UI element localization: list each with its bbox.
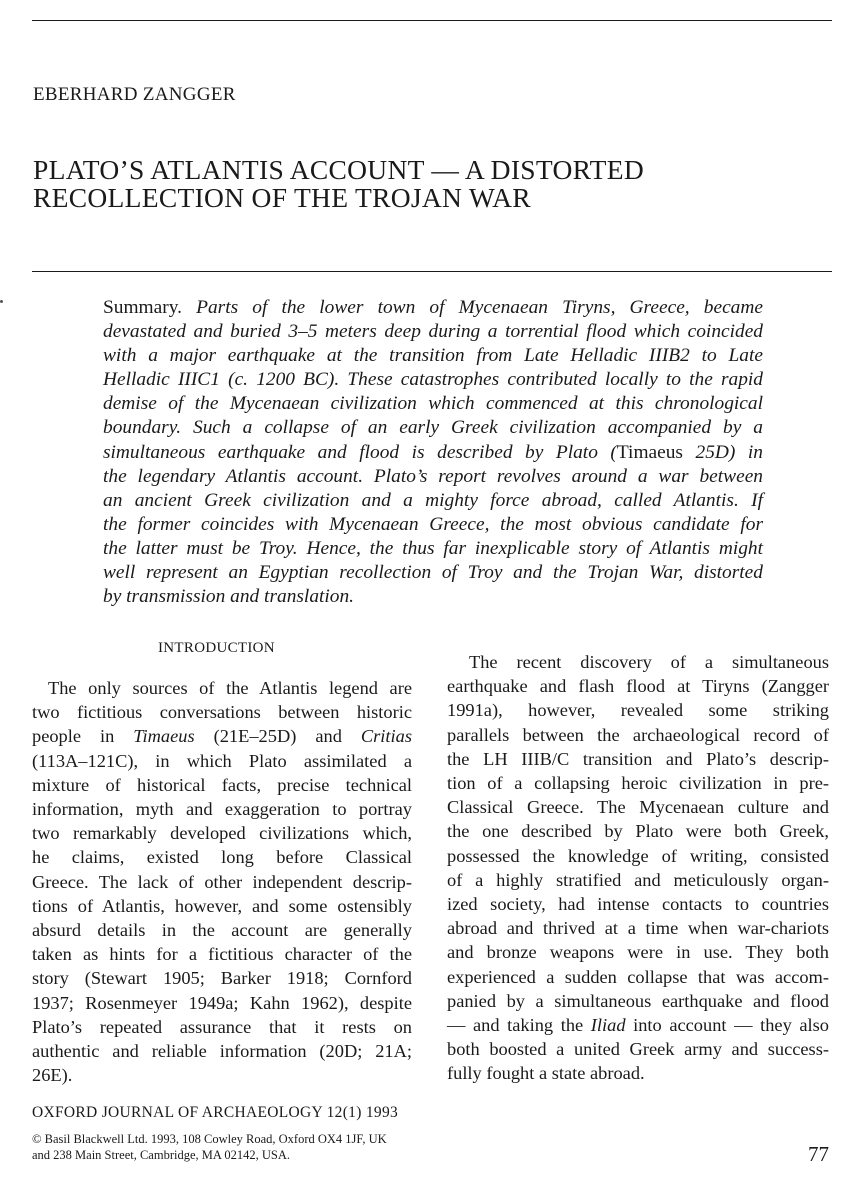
- title-rule: [32, 271, 832, 272]
- summary-line: simultaneous earthquake and flood is described by Plato (Timaeus 25D) in: [103, 441, 763, 463]
- paragraph-line: possessed the knowledge of writing, consisted: [447, 845, 829, 866]
- paragraph-line: panied by a simultaneous earthquake and flood: [447, 990, 829, 1011]
- paragraph-line: experienced a sudden collapse that was accom-: [447, 966, 829, 987]
- paragraph-line: tions of Atlantis, however, and some ostensibly: [32, 895, 412, 916]
- author-name: EBERHARD ZANGGER: [33, 84, 236, 105]
- summary-line: the former coincides with Mycenaean Greece, the most obvious candidate for: [103, 513, 763, 535]
- paragraph-line: Plato’s repeated assurance that it rests on: [32, 1016, 412, 1037]
- summary-line: Helladic IIIC1 (c. 1200 BC). These catastrophes contributed locally to the rapid: [103, 369, 763, 391]
- paragraph-line: both boosted a united Greek army and success-: [447, 1039, 829, 1060]
- summary-line: the latter must be Troy. Hence, the thus far inexplicable story of Atlantis might: [103, 537, 763, 559]
- paragraph-line: 1937; Rosenmeyer 1949a; Kahn 1962), despite: [32, 992, 412, 1013]
- paragraph-line: authentic and reliable information (20D; 21A;: [32, 1041, 412, 1062]
- page-number: 77: [808, 1142, 829, 1166]
- section-heading-introduction: INTRODUCTION: [158, 640, 275, 656]
- paragraph-line: 26E).: [32, 1065, 73, 1086]
- paragraph-line: people in Timaeus (21E–25D) and Critias: [32, 726, 412, 747]
- paragraph-line: The only sources of the Atlantis legend are: [48, 678, 412, 698]
- paragraph-line: the one described by Plato were both Greek,: [447, 821, 829, 842]
- title-line: RECOLLECTION OF THE TROJAN WAR: [33, 182, 531, 213]
- summary-text: Parts of the lower town of Mycenaean Tiryns, Greece, became: [196, 297, 763, 318]
- paragraph-line: tion of a collapsing heroic civilization in pre-: [447, 773, 829, 794]
- summary-label: Summary.: [103, 297, 182, 318]
- article-title: [33, 156, 644, 212]
- paragraph-line: the LH IIIB/C transition and Plato’s descrip-: [447, 748, 829, 769]
- left-column: [32, 676, 412, 1087]
- summary-line: devastated and buried 3–5 meters deep during a torrential flood which coincided: [103, 321, 763, 343]
- summary-line: [103, 296, 763, 320]
- title-line: PLATO’S ATLANTIS ACCOUNT — A DISTORTED: [33, 154, 645, 185]
- paragraph-line: parallels between the archaeological record of: [447, 724, 829, 745]
- summary-line: by transmission and translation.: [103, 586, 355, 608]
- paragraph-line: (113A–121C), in which Plato assimilated a: [32, 750, 412, 771]
- paragraph-line: fully fought a state abroad.: [447, 1063, 645, 1084]
- paragraph-line: story (Stewart 1905; Barker 1918; Cornford: [32, 968, 412, 989]
- paragraph-line: Greece. The lack of other independent descrip-: [32, 871, 412, 892]
- paragraph-line: Classical Greece. The Mycenaean culture and: [447, 797, 829, 818]
- summary-line: an ancient Greek civilization and a mighty force abroad, called Atlantis. If: [103, 489, 763, 511]
- paragraph-line: of a highly stratified and meticulously organ-: [447, 869, 829, 890]
- summary-line: demise of the Mycenaean civilization which commenced at this chronological: [103, 393, 763, 415]
- margin-mark: [0, 300, 3, 303]
- paragraph-line: 1991a), however, revealed some striking: [447, 700, 829, 721]
- paragraph-line: — and taking the Iliad into account — they also: [447, 1015, 829, 1036]
- summary-line: well represent an Egyptian recollection of Troy and the Trojan War, distorted: [103, 562, 763, 584]
- top-rule: [32, 20, 832, 21]
- paragraph-line: mixture of historical facts, precise technical: [32, 774, 412, 795]
- paragraph-line: and bronze weapons were in use. They both: [447, 942, 829, 963]
- copyright-notice: [32, 1131, 387, 1163]
- paragraph-line: taken as hints for a fictitious character of the: [32, 944, 412, 965]
- paragraph-line: ized society, had intense contacts to countries: [447, 894, 829, 915]
- summary-line: with a major earthquake at the transition from Late Helladic IIIB2 to Late: [103, 345, 763, 367]
- summary-line: boundary. Such a collapse of an early Greek civilization accompanied by a: [103, 417, 763, 439]
- paragraph-line: absurd details in the account are generally: [32, 920, 412, 941]
- paragraph-line: information, myth and exaggeration to portray: [32, 799, 412, 820]
- paragraph-line: earthquake and flash flood at Tiryns (Zangger: [447, 676, 829, 697]
- paragraph-line: two remarkably developed civilizations which,: [32, 823, 412, 844]
- paragraph-line: two fictitious conversations between historic: [32, 702, 412, 723]
- paragraph-line: abroad and thrived at a time when war-chariots: [447, 918, 829, 939]
- summary-line: the legendary Atlantis account. Plato’s report revolves around a war between: [103, 465, 763, 487]
- right-column: [447, 650, 829, 1086]
- paragraph-line: he claims, existed long before Classical: [32, 847, 412, 868]
- summary-block: [103, 296, 763, 609]
- copyright-line: and 238 Main Street, Cambridge, MA 02142, USA.: [32, 1148, 290, 1162]
- copyright-line: © Basil Blackwell Ltd. 1993, 108 Cowley Road, Oxford OX4 1JF, UK: [32, 1132, 387, 1146]
- journal-citation: OXFORD JOURNAL OF ARCHAEOLOGY 12(1) 1993: [32, 1104, 399, 1121]
- paragraph-line: The recent discovery of a simultaneous: [469, 652, 829, 672]
